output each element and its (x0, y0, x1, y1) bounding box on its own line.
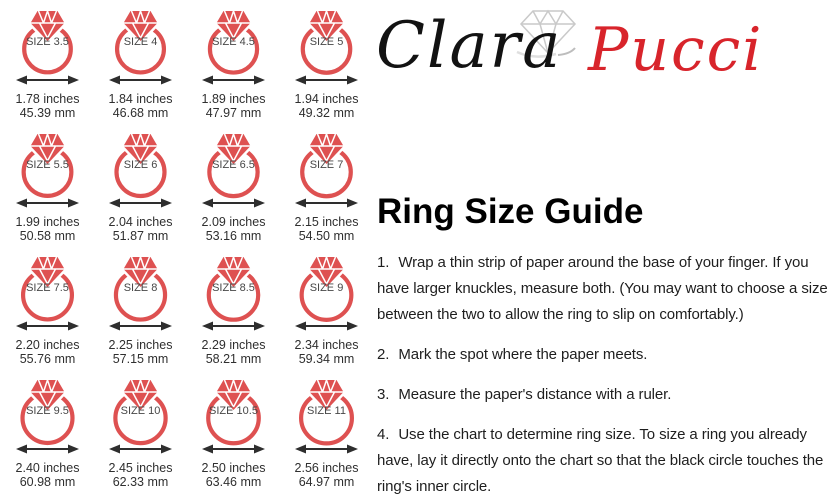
diameter-arrow-icon (295, 76, 358, 85)
ring-diameter-inches: 1.84 inches (108, 92, 173, 106)
ring-diameter-mm: 47.97 mm (205, 106, 262, 120)
ring-diameter-mm: 46.68 mm (112, 106, 169, 120)
diameter-arrow-icon (295, 445, 358, 454)
ring-diameter-mm: 51.87 mm (112, 229, 169, 243)
ring-size-label: SIZE 10.5 (209, 405, 258, 417)
ring-diameter-mm: 50.58 mm (19, 229, 76, 243)
ring-illustration (1, 126, 94, 212)
ring-illustration (1, 3, 94, 89)
instruction-step (377, 422, 829, 500)
diameter-arrow-icon (295, 199, 358, 208)
ring-measurements (94, 92, 187, 120)
ring-size-cell (280, 372, 373, 495)
ring-illustration (94, 126, 187, 212)
guide-title: Ring Size Guide (377, 192, 644, 231)
ring-illustration (1, 249, 94, 335)
ring-diameter-inches: 2.45 inches (108, 461, 173, 475)
ring-measurements (1, 215, 94, 243)
ring-measurements (1, 338, 94, 366)
ring-measurements (280, 92, 373, 120)
ring-diameter-mm: 58.21 mm (205, 352, 262, 366)
ring-illustration (94, 372, 187, 458)
ring-size-cell (280, 126, 373, 249)
ring-diameter-inches: 2.20 inches (15, 338, 80, 352)
ring-measurements (1, 461, 94, 489)
diameter-arrow-icon (109, 322, 172, 331)
ring-size-label: SIZE 11 (307, 405, 346, 417)
ring-size-cell (94, 249, 187, 372)
ring-measurements (187, 338, 280, 366)
ring-diameter-mm: 62.33 mm (112, 475, 169, 489)
diameter-arrow-icon (109, 445, 172, 454)
diameter-arrow-icon (202, 322, 265, 331)
ring-illustration (187, 249, 280, 335)
ring-diameter-mm: 49.32 mm (298, 106, 355, 120)
ring-size-cell (1, 249, 94, 372)
instruction-step (377, 342, 829, 368)
ring-measurements (1, 92, 94, 120)
ring-size-cell (1, 372, 94, 495)
diameter-arrow-icon (16, 445, 79, 454)
ring-diameter-inches: 2.29 inches (201, 338, 266, 352)
step-text: Use the chart to determine ring size. To size a ring you already have, lay it directly onto the chart so that the black circle touches the ring's inner circle. (377, 426, 824, 495)
diameter-arrow-icon (202, 76, 265, 85)
ring-diameter-inches: 2.34 inches (294, 338, 359, 352)
ring-size-label: SIZE 10 (120, 405, 161, 417)
ring-size-label: SIZE 7.5 (26, 282, 69, 294)
diameter-arrow-icon (295, 322, 358, 331)
diameter-arrow-icon (202, 445, 265, 454)
ring-diameter-mm: 59.34 mm (298, 352, 355, 366)
ring-size-cell (187, 249, 280, 372)
ring-size-cell (280, 249, 373, 372)
ring-diameter-inches: 1.99 inches (15, 215, 80, 229)
ring-diameter-inches: 1.94 inches (294, 92, 359, 106)
ring-size-cell (1, 3, 94, 126)
ring-illustration (280, 249, 373, 335)
instruction-step (377, 250, 829, 328)
ring-size-cell (280, 3, 373, 126)
ring-measurements (187, 215, 280, 243)
ring-size-label: SIZE 8.5 (212, 282, 255, 294)
ring-size-cell (1, 126, 94, 249)
ring-diameter-inches: 2.04 inches (108, 215, 173, 229)
ring-diameter-mm: 63.46 mm (205, 475, 262, 489)
ring-measurements (280, 215, 373, 243)
diameter-arrow-icon (202, 199, 265, 208)
instruction-step (377, 382, 829, 408)
ring-measurements (94, 461, 187, 489)
ring-size-label: SIZE 4.5 (212, 36, 255, 48)
diameter-arrow-icon (16, 322, 79, 331)
ring-diameter-mm: 55.76 mm (19, 352, 76, 366)
brand-logo (376, 6, 834, 106)
brand-name-pucci: Pucci (588, 15, 764, 85)
ring-illustration (280, 126, 373, 212)
ring-diameter-inches: 2.09 inches (201, 215, 266, 229)
ring-size-label: SIZE 3.5 (26, 36, 69, 48)
step-number: 1. (377, 254, 390, 271)
right-panel (376, 0, 836, 501)
ring-illustration (94, 249, 187, 335)
step-text: Mark the spot where the paper meets. (398, 346, 648, 363)
ring-illustration (187, 126, 280, 212)
ring-size-label: SIZE 5.5 (26, 159, 69, 171)
ring-size-label: SIZE 6.5 (212, 159, 255, 171)
ring-measurements (280, 461, 373, 489)
ring-measurements (94, 338, 187, 366)
ring-size-label: SIZE 7 (309, 159, 344, 171)
ring-diameter-inches: 2.40 inches (15, 461, 80, 475)
ring-measurements (280, 338, 373, 366)
ring-size-label: SIZE 5 (309, 36, 344, 48)
ring-size-grid (1, 3, 373, 495)
instructions (377, 250, 829, 501)
ring-size-cell (187, 372, 280, 495)
ring-diameter-inches: 2.15 inches (294, 215, 359, 229)
diameter-arrow-icon (109, 76, 172, 85)
ring-size-cell (94, 3, 187, 126)
diameter-arrow-icon (109, 199, 172, 208)
ring-measurements (187, 92, 280, 120)
brand-name-clara: Clara (376, 9, 563, 83)
ring-size-label: SIZE 4 (123, 36, 158, 48)
step-number: 3. (377, 386, 390, 403)
ring-diameter-inches: 2.50 inches (201, 461, 266, 475)
diameter-arrow-icon (16, 199, 79, 208)
ring-illustration (94, 3, 187, 89)
ring-diameter-mm: 45.39 mm (19, 106, 76, 120)
ring-measurements (94, 215, 187, 243)
ring-size-cell (94, 372, 187, 495)
ring-size-label: SIZE 9.5 (26, 405, 69, 417)
ring-measurements (187, 461, 280, 489)
ring-diameter-mm: 64.97 mm (298, 475, 355, 489)
ring-diameter-inches: 2.25 inches (108, 338, 173, 352)
ring-diameter-mm: 53.16 mm (205, 229, 262, 243)
ring-illustration (280, 3, 373, 89)
ring-size-label: SIZE 9 (309, 282, 344, 294)
ring-illustration (187, 372, 280, 458)
ring-size-cell (187, 126, 280, 249)
diameter-arrow-icon (16, 76, 79, 85)
ring-diameter-inches: 1.78 inches (15, 92, 80, 106)
step-number: 4. (377, 426, 390, 443)
ring-diameter-mm: 57.15 mm (112, 352, 169, 366)
ring-size-cell (187, 3, 280, 126)
ring-diameter-inches: 2.56 inches (294, 461, 359, 475)
ring-size-label: SIZE 8 (123, 282, 158, 294)
ring-diameter-inches: 1.89 inches (201, 92, 266, 106)
ring-diameter-mm: 60.98 mm (19, 475, 76, 489)
ring-diameter-mm: 54.50 mm (298, 229, 355, 243)
ring-illustration (187, 3, 280, 89)
ring-illustration (280, 372, 373, 458)
ring-size-cell (94, 126, 187, 249)
ring-size-label: SIZE 6 (123, 159, 158, 171)
step-number: 2. (377, 346, 390, 363)
step-text: Measure the paper's distance with a ruler. (398, 386, 672, 403)
ring-illustration (1, 372, 94, 458)
step-text: Wrap a thin strip of paper around the base of your finger. If you have larger knuckles, measure both. (You may want to choose a size between the two to allow the ring to slip on comfortably.) (377, 254, 828, 323)
